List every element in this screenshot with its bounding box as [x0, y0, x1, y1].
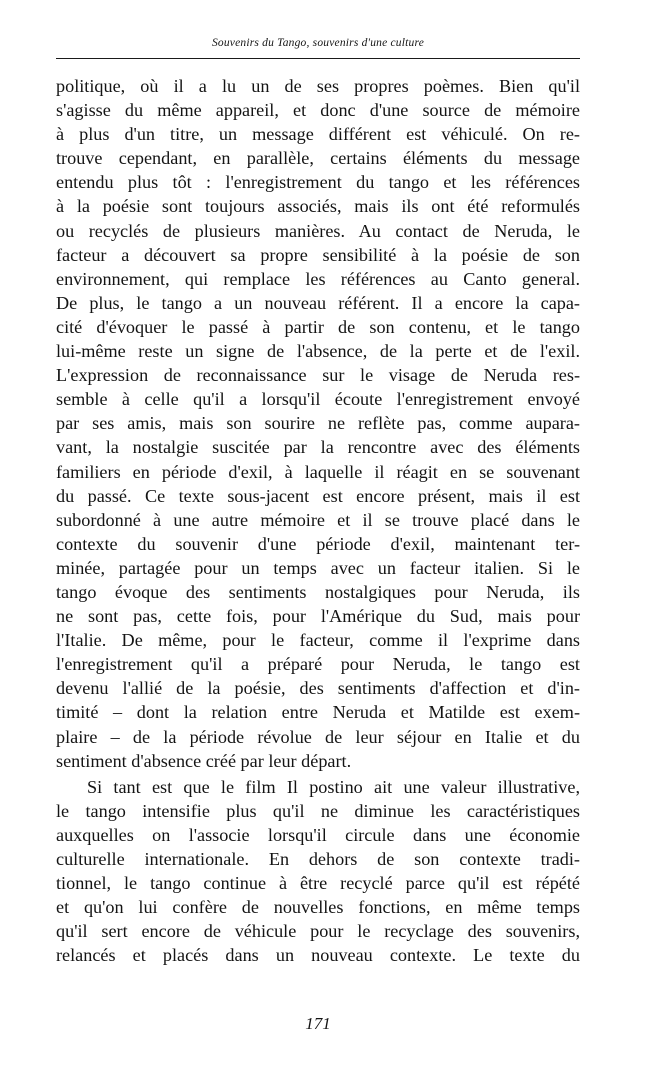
- text-line: politique, où il a lu un de ses propres poèmes. Bien qu'il: [56, 76, 580, 96]
- text-line: cité d'évoquer le passé à partir de son contenu, et le tango: [56, 316, 580, 337]
- text-line: le tango intensifie plus qu'il ne diminue les caractéristiques: [56, 800, 580, 821]
- text-line: De plus, le tango a un nouveau référent. Il a encore la capa-: [56, 292, 580, 313]
- text-line: sentiment d'absence créé par leur départ.: [56, 750, 352, 771]
- text-line: contexte du souvenir d'une période d'exil, maintenant ter-: [56, 533, 580, 554]
- text-line: plaire – de la période révolue de leur séjour en Italie et du: [56, 726, 580, 747]
- text-line: auxquelles on l'associe lorsqu'il circule dans une économie: [56, 824, 580, 845]
- page-number: 171: [305, 1014, 331, 1033]
- text-line: environnement, qui remplace les références au Canto general.: [56, 268, 580, 289]
- text-line: L'expression de reconnaissance sur le visage de Neruda res-: [56, 365, 580, 386]
- text-line: minée, partagée pour un temps avec un facteur italien. Si le: [56, 557, 580, 578]
- text-line: lui-même reste un signe de l'absence, de la perte et de l'exil.: [56, 341, 580, 362]
- text-line: trouve cependant, en parallèle, certains éléments du message: [56, 148, 580, 169]
- text-line: subordonné à une autre mémoire et il se trouve placé dans le: [56, 509, 580, 530]
- text-line: à la poésie sont toujours associés, mais ils ont été reformulés: [56, 196, 580, 217]
- text-line: entendu plus tôt : l'enregistrement du tango et les références: [56, 172, 580, 193]
- text-line: semble à celle qu'il a lorsqu'il écoute l'enregistrement envoyé: [56, 389, 580, 410]
- text-line: du passé. Ce texte sous-jacent est encore présent, mais il est: [56, 485, 580, 506]
- text-line: par ses amis, mais son sourire ne reflète pas, comme aupara-: [56, 413, 580, 434]
- body-text: [56, 74, 580, 967]
- text-line: familiers en période d'exil, à laquelle il réagit en se souvenant: [56, 461, 580, 482]
- text-line: l'Italie. De même, pour le facteur, comme il l'exprime dans: [56, 630, 580, 651]
- text-line: à plus d'un titre, un message différent est véhiculé. On re-: [56, 124, 580, 145]
- paragraph-1: [56, 74, 580, 773]
- text-line: devenu l'allié de la poésie, des sentiments d'affection et d'in-: [56, 678, 580, 699]
- paragraph-2: [56, 775, 580, 968]
- running-header: Souvenirs du Tango, souvenirs d'une culture: [211, 37, 425, 49]
- header-rule: [56, 58, 580, 59]
- text-line: relancés et placés dans un nouveau contexte. Le texte du: [56, 945, 580, 966]
- text-line: culturelle internationale. En dehors de son contexte tradi-: [56, 849, 580, 869]
- text-line: ou recyclés de plusieurs manières. Au contact de Neruda, le: [56, 220, 580, 241]
- text-line: tionnel, le tango continue à être recyclé parce qu'il est répété: [56, 873, 580, 894]
- text-line: timité – dont la relation entre Neruda et Matilde est exem-: [56, 702, 580, 723]
- text-line: vant, la nostalgie suscitée par la rencontre avec des éléments: [56, 437, 580, 458]
- text-line: tango évoque des sentiments nostalgiques pour Neruda, ils: [56, 581, 580, 602]
- text-line: ne sont pas, cette fois, pour l'Amérique du Sud, mais pour: [56, 606, 580, 627]
- text-line: l'enregistrement qu'il a préparé pour Neruda, le tango est: [56, 654, 580, 675]
- text-line: Si tant est que le film Il postino ait une valeur illustrative,: [87, 776, 580, 797]
- text-line: et qu'on lui confère de nouvelles fonctions, en même temps: [56, 897, 580, 918]
- text-line: qu'il sert encore de véhicule pour le recyclage des souvenirs,: [56, 921, 580, 942]
- text-line: s'agisse du même appareil, et donc d'une source de mémoire: [56, 100, 580, 121]
- text-line: facteur a découvert sa propre sensibilité à la poésie de son: [56, 244, 580, 265]
